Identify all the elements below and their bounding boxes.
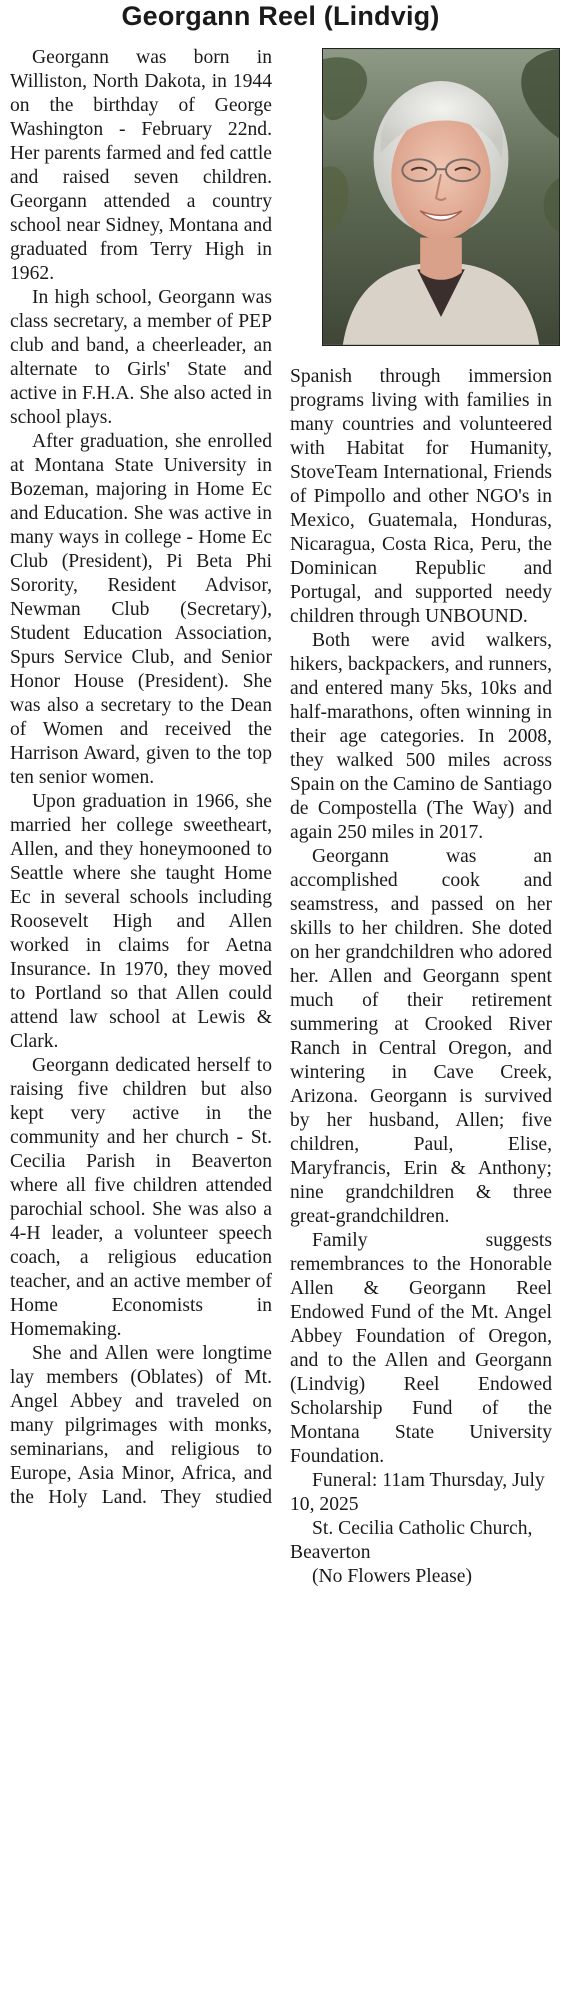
paragraph-family-church: Georgann dedicated herself to raising five children but also kept very active in the community and her church - St. Cecilia Parish in Beaverton where all five children attended parochial school. She was also a 4-H leader, a volunteer speech coach, a religious education teacher, and an active member of Home Economists in Homemaking. (10, 1055, 272, 1340)
funeral-location: St. Cecilia Catholic Church, Beaverton (290, 1518, 533, 1563)
obituary-title: Georgann Reel (Lindvig) (121, 1, 440, 31)
right-text-column (290, 365, 552, 1589)
paragraph-remembrances: Family suggests remembrances to the Honorable Allen & Georgann Reel Endowed Fund of the Mt. Angel Abbey Foundation of Oregon, and to the Allen and Georgann (Lindvig) Reel Endowed Scholarship Fund of the Montana State University Foundation. (290, 1230, 552, 1467)
funeral-time: Funeral: 11am Thursday, July 10, 2025 (290, 1470, 545, 1515)
paragraph-marriage: Upon graduation in 1966, she married her college sweetheart, Allen, and they honeymooned to Seattle where she taught Home Ec in several schools including Roosevelt High and Allen worked in claims for Aetna Insurance. In 1970, they moved to Portland so that Allen could attend law school at Lewis & Clark. (10, 791, 272, 1052)
paragraph-volunteering: Spanish through immersion programs living with families in many countries and volunteered with Habitat for Humanity, StoveTeam International, Friends of Pimpollo and other NGO's in Mexico, Guatemala, Honduras, Nicaragua, Costa Rica, Peru, the Dominican Republic and Portugal, and supported needy children through UNBOUND. (290, 366, 552, 627)
left-text-column (10, 46, 272, 1510)
paragraph-birth: Georgann was born in Williston, North Dakota, in 1944 on the birthday of George Washington - February 22nd. Her parents farmed and fed cattle and raised seven children. Georgann attended a country school near Sidney, Montana and graduated from Terry High in 1962. (10, 47, 272, 284)
no-flowers-note: (No Flowers Please) (312, 1566, 472, 1587)
paragraph-high-school: In high school, Georgann was class secretary, a member of PEP club and band, a cheerleader, an alternate to Girls' State and active in F.H.A. She also acted in school plays. (10, 287, 272, 428)
portrait-photo-image (323, 49, 559, 345)
portrait-photo (322, 48, 560, 346)
paragraph-oblates: She and Allen were longtime lay members (Oblates) of Mt. Angel Abbey and traveled on many pilgrimages with monks, seminarians, and religious to Europe, Asia Minor, Africa, and the Holy Land. They studied (10, 1343, 272, 1508)
paragraph-survivors: Georgann was an accomplished cook and seamstress, and passed on her skills to her children. She doted on her grandchildren who adored her. Allen and Georgann spent much of their retirement summering at Crooked River Ranch in Central Oregon, and wintering in Cave Creek, Arizona. Georgann is survived by her husband, Allen; five children, Paul, Elise, Maryfrancis, Erin & Anthony; nine grandchildren & three great-grandchildren. (290, 846, 552, 1227)
paragraph-athletics: Both were avid walkers, hikers, backpackers, and runners, and entered many 5ks, 10ks and half-marathons, often winning in their age categories. In 2008, they walked 500 miles across Spain on the Camino de Santiago de Compostella (The Way) and again 250 miles in 2017. (290, 630, 552, 843)
paragraph-college: After graduation, she enrolled at Montana State University in Bozeman, majoring in Home Ec and Education. She was active in many ways in college - Home Ec Club (President), Pi Beta Phi Sorority, Resident Advisor, Newman Club (Secretary), Student Education Association, Spurs Service Club, and Senior Honor House (President). She was also a secretary to the Dean of Women and received the Harrison Award, given to the top ten senior women. (10, 431, 272, 788)
